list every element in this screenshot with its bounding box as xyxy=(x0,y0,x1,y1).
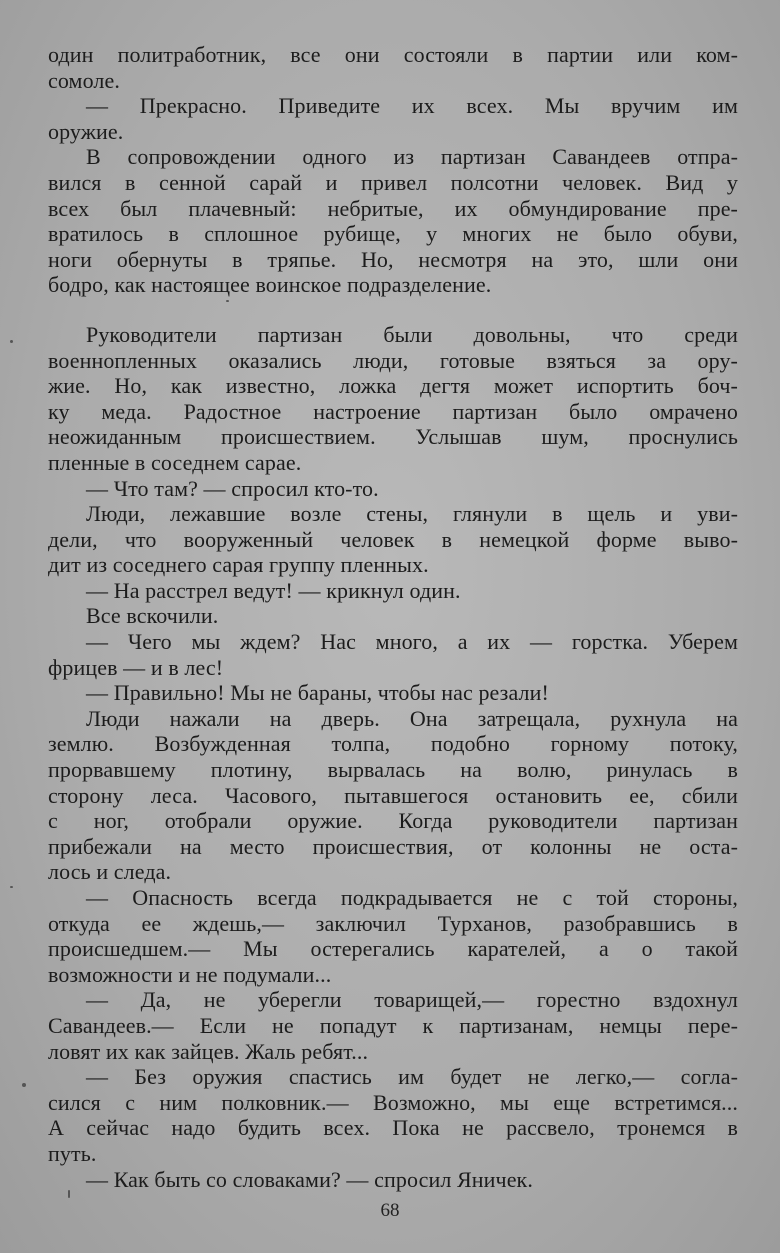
text-line: дит из соседнего сарая группу пленных. xyxy=(48,552,429,578)
text-line: ловят их как зайцев. Жаль ребят... xyxy=(48,1038,369,1064)
paragraph xyxy=(48,322,738,476)
text-line: пленные в соседнем сарае. xyxy=(48,449,302,475)
text-line: сился с ним полковник.— Возможно, мы еще встретимся... xyxy=(48,1089,738,1115)
text-line: один политработник, все они состояли в партии или ком- xyxy=(48,42,738,67)
paragraph xyxy=(48,885,738,987)
text-line: откуда ее ждешь,— заключил Турханов, разобравшись в xyxy=(48,910,738,936)
scan-speck xyxy=(22,1083,26,1087)
paragraph-gap xyxy=(48,298,738,322)
text-line: — Опасность всегда подкрадывается не с той стороны, xyxy=(86,885,738,910)
text-line: землю. Возбужденная толпа, подобно горному потоку, xyxy=(48,731,738,757)
text-line: Все вскочили. xyxy=(86,603,219,629)
scan-speck xyxy=(68,1190,70,1198)
text-line: сторону леса. Часового, пытавшегося остановить ее, сбили xyxy=(48,782,738,808)
text-line: лось и следа. xyxy=(48,859,172,885)
text-line: оружие. xyxy=(48,118,124,144)
scan-speck xyxy=(226,300,229,302)
text-line: возможности и не подумали... xyxy=(48,961,332,987)
paragraph xyxy=(48,629,738,680)
paragraph xyxy=(48,1064,738,1166)
text-line: — Прекрасно. Приведите их всех. Мы вручим им xyxy=(86,93,738,119)
text-line: А сейчас надо будить всех. Пока не рассвело, тронемся в xyxy=(48,1115,738,1141)
text-line: В сопровождении одного из партизан Савандеев отпра- xyxy=(86,144,738,170)
text-line: бодро, как настоящее воинское подразделение. xyxy=(48,272,492,298)
text-line: дели, что вооруженный человек в немецкой форме выво- xyxy=(48,526,738,552)
text-line: вился в сенной сарай и привел полсотни человек. Вид у xyxy=(48,169,738,195)
text-line: — Чего мы ждем? Нас много, а их — горстка. Уберем xyxy=(86,629,738,655)
text-line: жие. Но, как известно, ложка дегтя может испортить боч- xyxy=(48,373,738,399)
paragraph xyxy=(48,603,738,629)
text-line: — Правильно! Мы не бараны, чтобы нас резали! xyxy=(86,680,549,706)
text-line: происшедшем.— Мы остерегались карателей, а о такой xyxy=(48,936,738,962)
text-line: Руководители партизан были довольны, что среди xyxy=(86,321,738,347)
text-line: Люди, лежавшие возле стены, глянули в щель и уви- xyxy=(86,501,738,527)
paragraph xyxy=(48,578,738,604)
text-line: фрицев — и в лес! xyxy=(48,654,224,680)
scan-speck xyxy=(10,340,13,343)
text-line: с ног, отобрали оружие. Когда руководители партизан xyxy=(48,808,738,834)
paragraph xyxy=(48,1167,738,1193)
paragraph xyxy=(48,144,738,298)
text-line: ноги обернуты в тряпье. Но, несмотря на это, шли они xyxy=(48,246,738,272)
text-line: — Да, не уберегли товарищей,— горестно вздохнул xyxy=(86,987,738,1013)
text-line: — На расстрел ведут! — крикнул один. xyxy=(86,577,461,603)
body-text xyxy=(48,42,738,1192)
text-line: путь. xyxy=(48,1140,97,1166)
text-line: военнопленных оказались люди, готовые взяться за ору- xyxy=(48,347,738,373)
scan-speck xyxy=(10,886,13,888)
text-line: — Без оружия спастись им будет не легко,— согла- xyxy=(86,1064,738,1090)
text-line: — Как быть со словаками? — спросил Яничек. xyxy=(86,1166,533,1192)
paragraph xyxy=(48,706,738,885)
text-line: Савандеев.— Если не попадут к партизанам, немцы пере- xyxy=(48,1012,738,1038)
text-line: сомоле. xyxy=(48,67,120,93)
text-line: неожиданным происшествием. Услышав шум, проснулись xyxy=(48,424,738,450)
paragraph xyxy=(48,501,738,578)
text-line: ку меда. Радостное настроение партизан было омрачено xyxy=(48,398,738,424)
text-line: вратилось в сплошное рубище, у многих не было обуви, xyxy=(48,221,738,247)
paragraph xyxy=(48,987,738,1064)
text-line: прибежали на место происшествия, от колонны не оста- xyxy=(48,833,738,859)
paragraph xyxy=(48,93,738,144)
text-line: всех был плачевный: небритые, их обмундирование пре- xyxy=(48,195,738,221)
paragraph xyxy=(48,42,738,93)
page-number: 68 xyxy=(380,1200,400,1221)
paragraph xyxy=(48,476,738,502)
text-line: прорвавшему плотину, вырвалась на волю, ринулась в xyxy=(48,757,738,783)
text-line: — Что там? — спросил кто-то. xyxy=(86,475,379,501)
paragraph xyxy=(48,680,738,706)
text-line: Люди нажали на дверь. Она затрещала, рухнула на xyxy=(86,705,738,731)
